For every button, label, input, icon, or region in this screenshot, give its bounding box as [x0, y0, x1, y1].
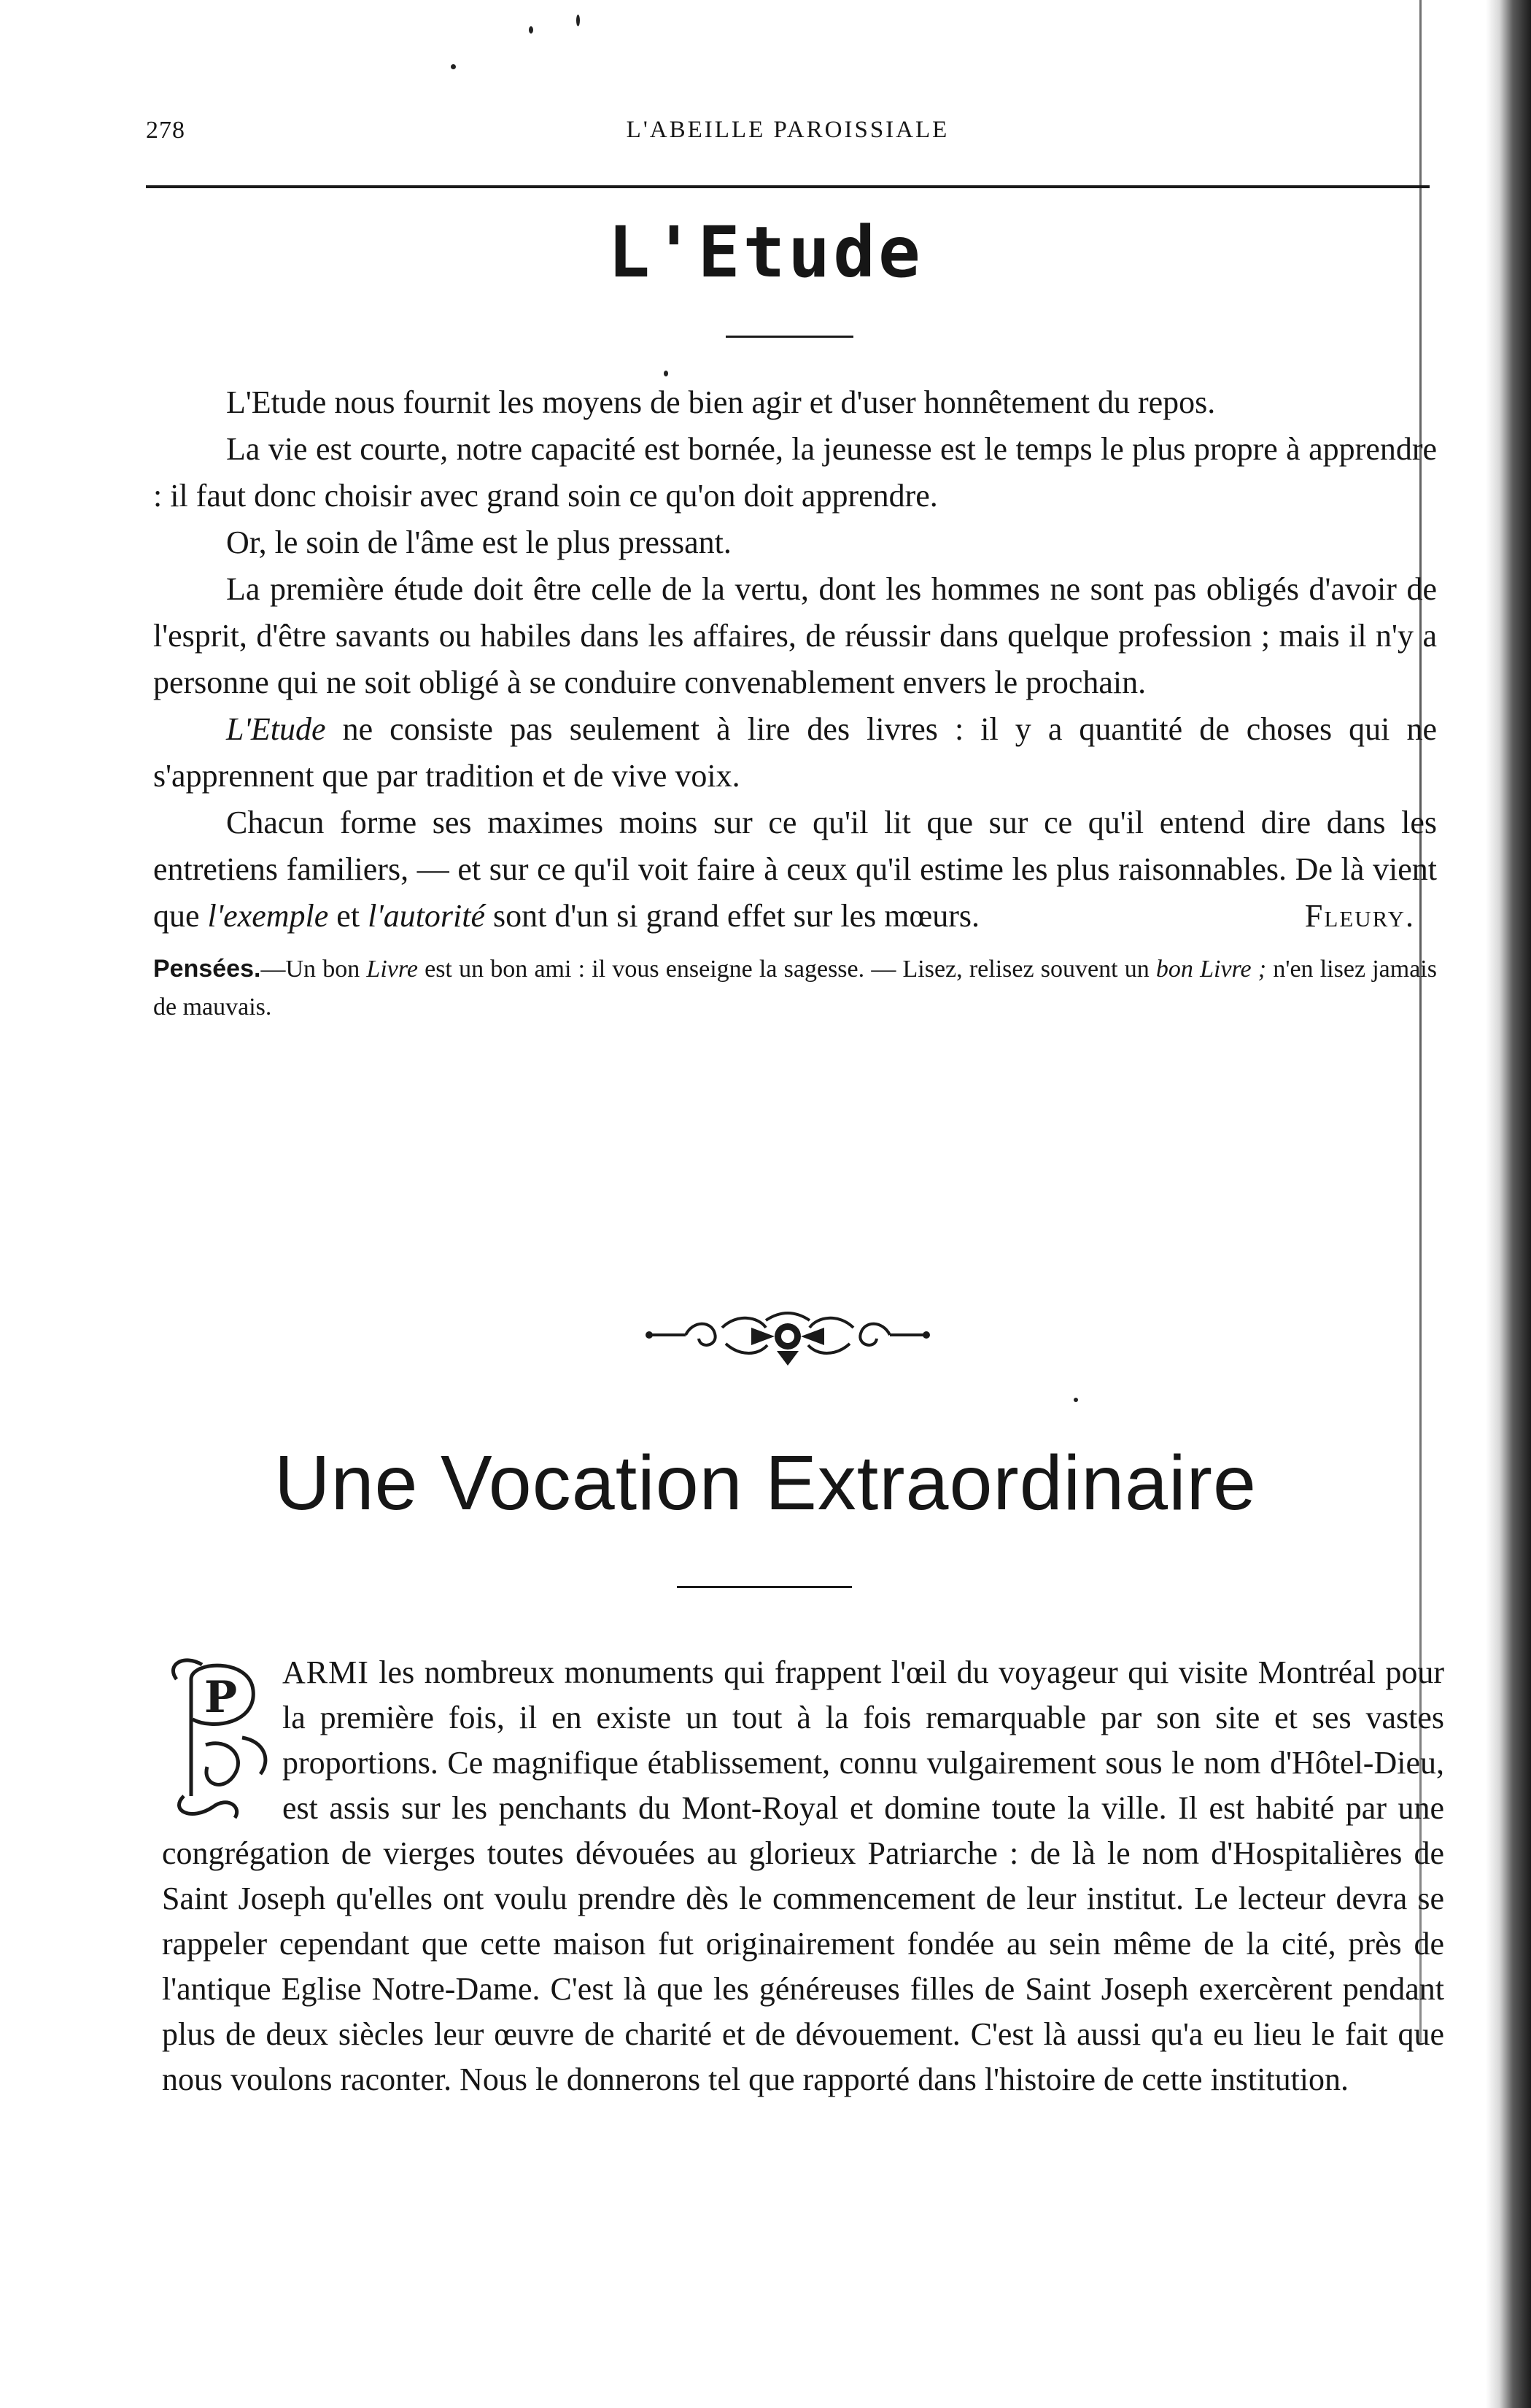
- italic-term: Livre: [366, 956, 418, 983]
- italic-term: L'Etude: [226, 711, 326, 747]
- drop-cap-space: [162, 1650, 282, 1831]
- pensees-note: [153, 950, 1437, 1026]
- dust-speck: [529, 26, 533, 34]
- paragraph-text: ne consiste pas seulement à lire des livres : il y a quantité de choses qui ne s'apprennent que par tradition et de vive voix.: [153, 711, 1437, 794]
- pensees-text: est un bon ami : il vous enseigne la sagesse. — Lisez, relisez souvent un: [417, 956, 1156, 983]
- article-title-vocation: Une Vocation Extraordinaire: [274, 1440, 1257, 1526]
- paragraph: Or, le soin de l'âme est le plus pressant.: [226, 524, 732, 560]
- journal-title: L'ABEILLE PAROISSIALE: [626, 117, 950, 143]
- article-etude-body: [153, 379, 1437, 1026]
- article-title-etude: L'Etude: [608, 212, 923, 293]
- dust-speck: [664, 371, 668, 376]
- pensees-text: n'en lisez jamais de mauvais.: [153, 956, 1437, 1021]
- italic-term: bon Livre ;: [1155, 956, 1267, 983]
- paragraph: L'Etude nous fournit les moyens de bien agir et d'user honnêtement du repos.: [226, 384, 1216, 420]
- italic-term: l'autorité: [368, 898, 486, 934]
- dust-speck: [451, 64, 456, 69]
- paragraph: [153, 800, 1437, 940]
- page-number: 278: [146, 117, 185, 144]
- paragraph: [153, 706, 1437, 800]
- author-signature: Fleury.: [1304, 898, 1415, 934]
- paragraph-text: les nombreux monuments qui frappent l'œil du voyageur qui visite Montréal pour la première fois, il en existe un tout à la fois remarquable par son site et ses vastes proportions. Ce magnifique établissement, connu vulgairement sous le nom d'Hôtel-Dieu, est assis sur les penchants du Mont-Royal et domine toute la ville. Il est habité par une congrégation de vierges toutes dévouées au glorieux Patriarche : de là le nom d'Hospitalières de Saint Joseph qu'elles ont voulu prendre dès le commencement de leur institut. Le lecteur devra se rappeler cependant que cette maison fut originairement fondée au sein même de la cité, près de l'antique Eglise Notre-Dame. C'est là que les généreuses filles de Saint Joseph exercèrent pendant plus de deux siècles leur œuvre de charité et de dévouement. C'est là aussi qu'a eu lieu le fait que nous voulons raconter. Nous le donnerons tel que rapporté dans l'histoire de cette institution.: [162, 1654, 1444, 2097]
- italic-term: l'exemple: [207, 898, 329, 934]
- paragraph: La première étude doit être celle de la vertu, dont les hommes ne sont pas obligés d'avoir de l'esprit, d'être savants ou habiles dans les affaires, de réussir dans quelque profession ; mais il n'y a personne qui ne soit obligé à se conduire convenablement envers le prochain.: [153, 571, 1437, 700]
- first-word: ARMI: [282, 1654, 369, 1690]
- header-rule: [146, 185, 1430, 188]
- pensees-label: Pensées.: [153, 955, 261, 983]
- pensees-text: —Un bon: [260, 956, 367, 983]
- dust-speck: [1074, 1398, 1078, 1402]
- article-vocation-body: [162, 1650, 1444, 2102]
- dust-speck: [576, 15, 580, 26]
- paragraph-text: et: [328, 898, 368, 934]
- paragraph-text: sont d'un si grand effet sur les mœurs.: [485, 898, 980, 934]
- title-rule: [726, 336, 853, 338]
- running-head: [146, 117, 1430, 160]
- paragraph: La vie est courte, notre capacité est bornée, la jeunesse est le temps le plus propre à apprendre : il faut donc choisir avec grand soin ce qu'on doit apprendre.: [153, 431, 1437, 514]
- drop-cap-letter: P: [204, 1672, 238, 1723]
- scan-edge: [1486, 0, 1531, 2408]
- paragraph-text: Chacun forme ses maximes moins sur ce qu'il lit que sur ce qu'il entend dire dans les entretiens familiers, — et sur ce qu'il voit faire à ceux qu'il estime les plus raisonnables. De là vient que: [153, 805, 1437, 934]
- decorative-vignette-icon: [642, 1298, 934, 1371]
- title-rule: [677, 1586, 852, 1588]
